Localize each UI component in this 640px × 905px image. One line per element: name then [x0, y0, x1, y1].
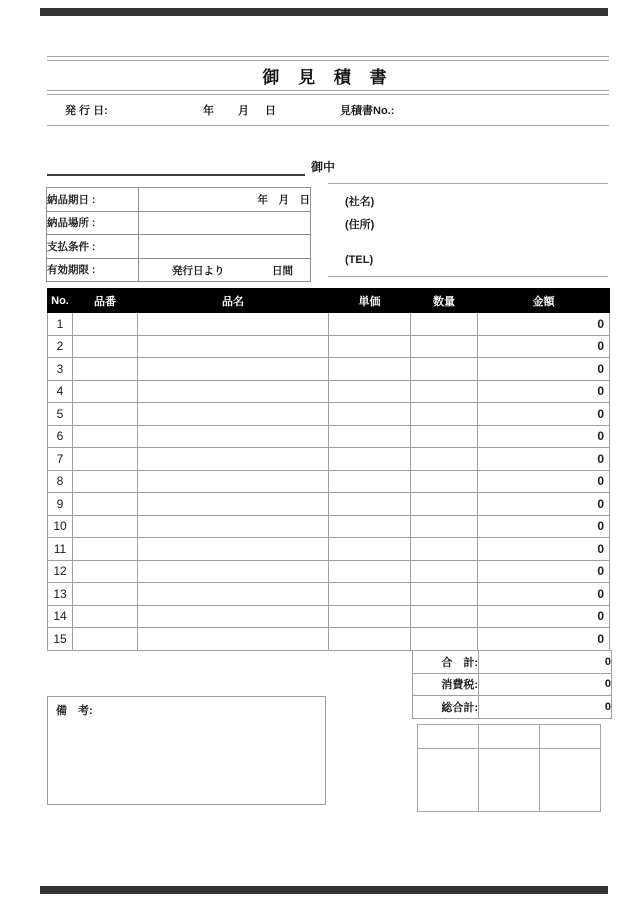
- row-number-cell: 13: [48, 583, 73, 606]
- bottom-accent-bar: [40, 886, 608, 894]
- validity-suffix: 日間: [272, 264, 293, 277]
- row-number-cell: 3: [48, 358, 73, 381]
- part-number-cell: [73, 358, 138, 381]
- unit-price-cell: [329, 380, 411, 403]
- issue-day-label: 日: [265, 105, 276, 117]
- item-row: [48, 628, 610, 651]
- part-number-cell: [73, 605, 138, 628]
- unit-price-cell: [329, 335, 411, 358]
- item-row: [48, 515, 610, 538]
- issue-month-label: 月: [238, 105, 249, 117]
- grand-total-value: 0: [479, 696, 612, 719]
- part-number-cell: [73, 628, 138, 651]
- item-name-cell: [138, 605, 329, 628]
- item-name-cell: [138, 538, 329, 561]
- addressee-suffix-label: 御中: [311, 160, 336, 174]
- part-number-cell: [73, 313, 138, 336]
- stamp-seal-cell: [479, 749, 540, 812]
- delivery-date-value: 年 月 日: [139, 188, 311, 212]
- grand-total-label: 総合計:: [413, 696, 479, 719]
- payment-terms-label: 支払条件 :: [47, 235, 139, 259]
- part-number-cell: [73, 470, 138, 493]
- part-number-cell: [73, 425, 138, 448]
- header-no: No.: [48, 289, 73, 313]
- item-row: [48, 470, 610, 493]
- tax-row: [413, 673, 612, 696]
- item-name-cell: [138, 313, 329, 336]
- payment-terms-row: [47, 235, 311, 259]
- row-number-cell: 7: [48, 448, 73, 471]
- company-name-label: (社名): [345, 196, 375, 208]
- row-number-cell: 11: [48, 538, 73, 561]
- company-tel-label: (TEL): [345, 254, 374, 266]
- amount-cell: 0: [478, 335, 610, 358]
- quantity-cell: [411, 538, 478, 561]
- unit-price-cell: [329, 583, 411, 606]
- validity-prefix: 発行日より: [172, 264, 225, 277]
- item-row: [48, 493, 610, 516]
- amount-cell: 0: [478, 380, 610, 403]
- validity-value: [139, 258, 311, 282]
- amount-cell: 0: [478, 515, 610, 538]
- amount-cell: 0: [478, 358, 610, 381]
- amount-cell: 0: [478, 493, 610, 516]
- double-rule-above-title: [47, 56, 609, 61]
- item-name-cell: [138, 470, 329, 493]
- addressee-blank-line: [47, 157, 305, 176]
- stamp-seal-cell: [418, 749, 479, 812]
- company-address-label: (住所): [345, 219, 375, 231]
- quantity-cell: [411, 583, 478, 606]
- amount-cell: 0: [478, 403, 610, 426]
- quantity-cell: [411, 628, 478, 651]
- delivery-place-label: 納品場所 :: [47, 211, 139, 235]
- subtotal-row: [413, 651, 612, 674]
- unit-price-cell: [329, 448, 411, 471]
- part-number-cell: [73, 380, 138, 403]
- payment-terms-value: [139, 235, 311, 259]
- quantity-cell: [411, 560, 478, 583]
- quantity-cell: [411, 313, 478, 336]
- stamp-seal-row: [418, 749, 601, 812]
- unit-price-cell: [329, 313, 411, 336]
- item-row: [48, 313, 610, 336]
- amount-cell: 0: [478, 560, 610, 583]
- issue-date-label: 発 行 日:: [65, 105, 108, 117]
- item-name-cell: [138, 493, 329, 516]
- document-title: 御 見 積 書: [262, 68, 394, 87]
- item-name-cell: [138, 560, 329, 583]
- amount-cell: 0: [478, 470, 610, 493]
- delivery-date-row: [47, 188, 311, 212]
- issue-year-label: 年: [203, 105, 214, 117]
- unit-price-cell: [329, 358, 411, 381]
- header-item-name: 品名: [138, 289, 329, 313]
- row-number-cell: 12: [48, 560, 73, 583]
- amount-cell: 0: [478, 538, 610, 561]
- subtotal-label: 合 計:: [413, 651, 479, 674]
- unit-price-cell: [329, 425, 411, 448]
- unit-price-cell: [329, 470, 411, 493]
- amount-cell: 0: [478, 583, 610, 606]
- grand-total-row: [413, 696, 612, 719]
- delivery-place-row: [47, 211, 311, 235]
- part-number-cell: [73, 515, 138, 538]
- header-unit-price: 単価: [329, 289, 411, 313]
- amount-cell: 0: [478, 448, 610, 471]
- item-name-cell: [138, 380, 329, 403]
- estimate-number-label: 見積書No.:: [340, 105, 395, 117]
- item-row: [48, 358, 610, 381]
- amount-cell: 0: [478, 313, 610, 336]
- item-name-cell: [138, 448, 329, 471]
- row-number-cell: 8: [48, 470, 73, 493]
- item-row: [48, 538, 610, 561]
- issue-date-row: [47, 95, 609, 126]
- part-number-cell: [73, 403, 138, 426]
- unit-price-cell: [329, 605, 411, 628]
- quantity-cell: [411, 425, 478, 448]
- stamp-title-cell: [479, 725, 540, 749]
- unit-price-cell: [329, 560, 411, 583]
- header-amount: 金額: [478, 289, 610, 313]
- remarks-box: [47, 696, 326, 805]
- unit-price-cell: [329, 515, 411, 538]
- item-name-cell: [138, 403, 329, 426]
- tax-label: 消費税:: [413, 673, 479, 696]
- item-row: [48, 448, 610, 471]
- stamp-title-row: [418, 725, 601, 749]
- quantity-cell: [411, 335, 478, 358]
- row-number-cell: 15: [48, 628, 73, 651]
- quantity-cell: [411, 493, 478, 516]
- unit-price-cell: [329, 493, 411, 516]
- subtotal-value: 0: [479, 651, 612, 674]
- item-row: [48, 605, 610, 628]
- item-row: [48, 380, 610, 403]
- top-accent-bar: [40, 8, 608, 16]
- header-quantity: 数量: [411, 289, 478, 313]
- part-number-cell: [73, 448, 138, 471]
- row-number-cell: 14: [48, 605, 73, 628]
- item-name-cell: [138, 583, 329, 606]
- validity-row: [47, 258, 311, 282]
- issuer-company-area: [328, 183, 608, 277]
- quantity-cell: [411, 358, 478, 381]
- part-number-cell: [73, 583, 138, 606]
- amount-cell: 0: [478, 628, 610, 651]
- item-row: [48, 403, 610, 426]
- part-number-cell: [73, 538, 138, 561]
- stamp-title-cell: [418, 725, 479, 749]
- header-part-number: 品番: [73, 289, 138, 313]
- item-row: [48, 583, 610, 606]
- row-number-cell: 6: [48, 425, 73, 448]
- item-name-cell: [138, 515, 329, 538]
- part-number-cell: [73, 560, 138, 583]
- amount-cell: 0: [478, 425, 610, 448]
- stamp-title-cell: [540, 725, 601, 749]
- item-name-cell: [138, 425, 329, 448]
- part-number-cell: [73, 335, 138, 358]
- row-number-cell: 4: [48, 380, 73, 403]
- row-number-cell: 2: [48, 335, 73, 358]
- item-row: [48, 425, 610, 448]
- approval-stamp-box: [417, 724, 601, 812]
- row-number-cell: 5: [48, 403, 73, 426]
- quantity-cell: [411, 403, 478, 426]
- remarks-label: 備 考:: [56, 705, 93, 717]
- item-name-cell: [138, 358, 329, 381]
- row-number-cell: 10: [48, 515, 73, 538]
- part-number-cell: [73, 493, 138, 516]
- amount-cell: 0: [478, 605, 610, 628]
- item-name-cell: [138, 335, 329, 358]
- conditions-box: [46, 187, 311, 282]
- delivery-place-value: [139, 211, 311, 235]
- item-name-cell: [138, 628, 329, 651]
- unit-price-cell: [329, 628, 411, 651]
- item-row: [48, 560, 610, 583]
- quantity-cell: [411, 470, 478, 493]
- items-header-row: [48, 289, 610, 313]
- stamp-seal-cell: [540, 749, 601, 812]
- items-table: [47, 288, 610, 651]
- quantity-cell: [411, 605, 478, 628]
- delivery-date-label: 納品期日 :: [47, 188, 139, 212]
- validity-label: 有効期限 :: [47, 258, 139, 282]
- quantity-cell: [411, 515, 478, 538]
- unit-price-cell: [329, 403, 411, 426]
- row-number-cell: 9: [48, 493, 73, 516]
- quantity-cell: [411, 380, 478, 403]
- item-row: [48, 335, 610, 358]
- tax-value: 0: [479, 673, 612, 696]
- totals-box: [412, 650, 612, 719]
- items-body: [48, 313, 610, 651]
- quantity-cell: [411, 448, 478, 471]
- unit-price-cell: [329, 538, 411, 561]
- row-number-cell: 1: [48, 313, 73, 336]
